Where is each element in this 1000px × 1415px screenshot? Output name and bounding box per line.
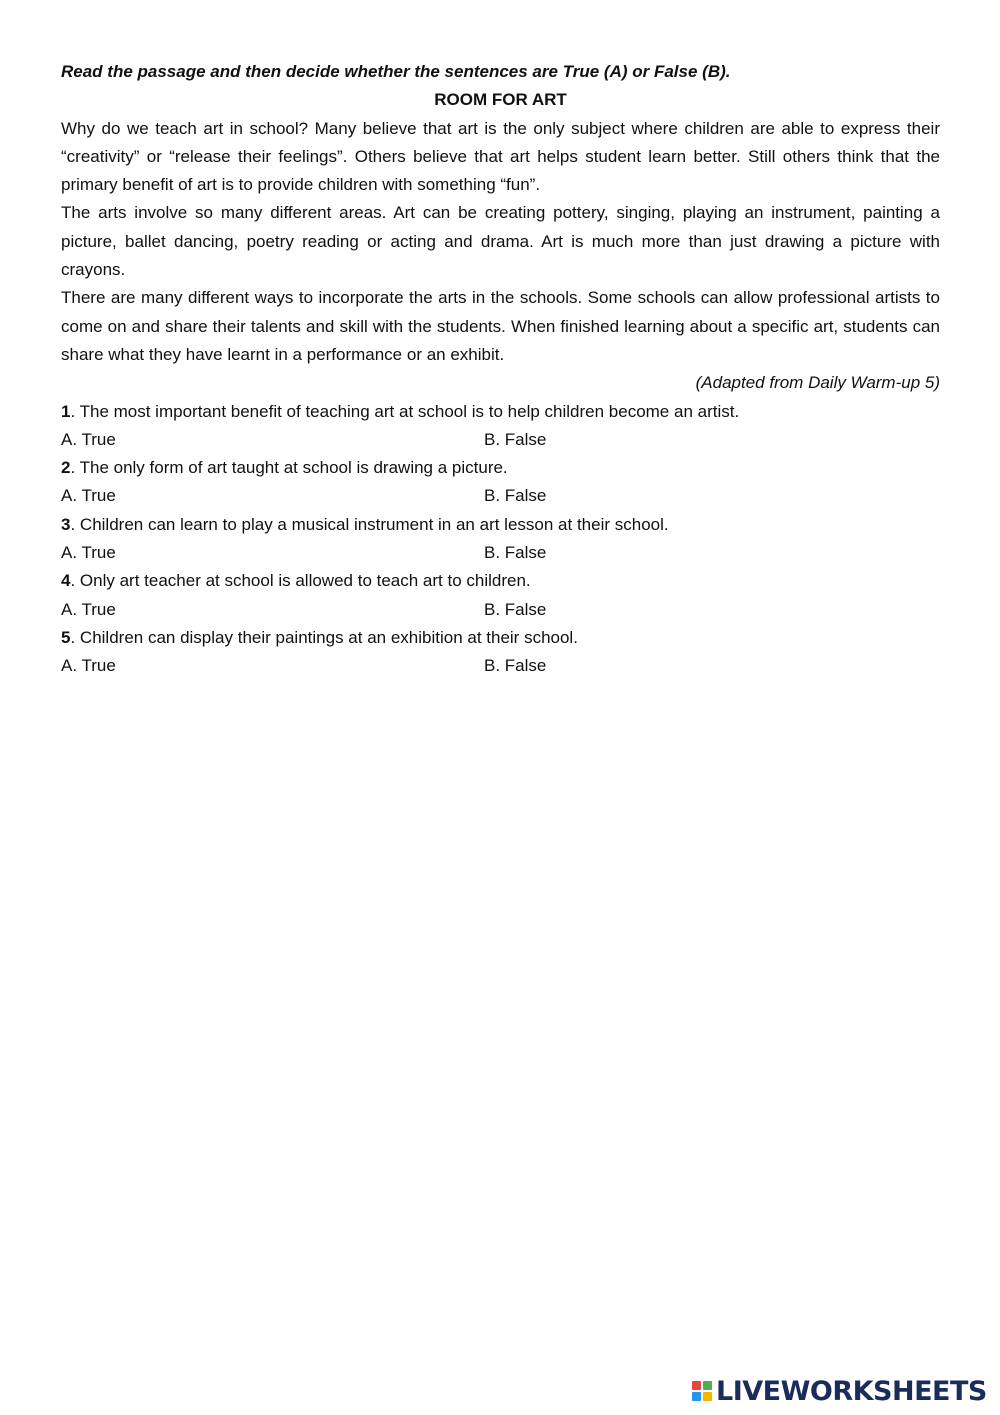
- brand-name: LIVEWORKSHEETS: [716, 1375, 987, 1407]
- question-body: . The most important benefit of teaching art at school is to help children become an artist.: [70, 401, 740, 421]
- worksheet-page: [61, 58, 940, 681]
- logo-square: [692, 1392, 701, 1401]
- option-true[interactable]: A. True: [61, 429, 116, 449]
- question-number: 2: [61, 458, 71, 478]
- question-number: 5: [61, 627, 71, 647]
- logo-square: [692, 1381, 701, 1390]
- logo-square: [703, 1381, 712, 1390]
- liveworksheets-logo: [692, 1373, 987, 1409]
- answer-options: [61, 539, 940, 567]
- answer-options: [61, 652, 940, 680]
- question-5: [61, 624, 940, 681]
- instruction-text: Read the passage and then decide whether the sentences are True (A) or False (B).: [61, 62, 731, 81]
- option-true[interactable]: A. True: [61, 543, 116, 563]
- option-false[interactable]: B. False: [484, 429, 547, 449]
- liveworksheets-icon: [692, 1381, 712, 1401]
- option-true[interactable]: A. True: [61, 486, 116, 506]
- question-text: [61, 454, 940, 482]
- answer-options: [61, 596, 940, 624]
- question-text: [61, 511, 940, 539]
- question-text: [61, 624, 940, 652]
- passage-paragraph: The arts involve so many different areas. Art can be creating pottery, singing, playing an instrument, painting a picture, ballet dancing, poetry reading or acting and drama. Art is much more than just drawing a picture with crayons.: [61, 203, 940, 280]
- passage-paragraph: Why do we teach art in school? Many believe that art is the only subject where children are able to express their “creativity” or “release their feelings”. Others believe that art helps student learn better. Still others think that the primary benefit of art is to provide children with something “fun”.: [61, 118, 940, 195]
- question-text: [61, 567, 940, 595]
- question-text: [61, 398, 940, 426]
- question-body: . Children can learn to play a musical instrument in an art lesson at their school.: [70, 514, 669, 534]
- logo-square: [703, 1392, 712, 1401]
- question-body: . Only art teacher at school is allowed to teach art to children.: [70, 571, 531, 591]
- option-false[interactable]: B. False: [484, 599, 547, 619]
- question-body: . Children can display their paintings at an exhibition at their school.: [70, 627, 578, 647]
- question-number: 4: [61, 571, 71, 591]
- question-2: [61, 454, 940, 511]
- question-number: 1: [61, 401, 71, 421]
- question-1: [61, 398, 940, 455]
- source-citation: (Adapted from Daily Warm-up 5): [695, 373, 940, 393]
- passage-title: ROOM FOR ART: [434, 90, 567, 110]
- option-true[interactable]: A. True: [61, 599, 116, 619]
- option-false[interactable]: B. False: [484, 486, 547, 506]
- passage-paragraph: There are many different ways to incorporate the arts in the schools. Some schools can allow professional artists to come on and share their talents and skill with the students. When finished learning about a specific art, students can share what they have learnt in a performance or an exhibit.: [61, 288, 940, 364]
- question-3: [61, 511, 940, 568]
- option-true[interactable]: A. True: [61, 656, 116, 676]
- question-4: [61, 567, 940, 624]
- answer-options: [61, 482, 940, 510]
- question-body: . The only form of art taught at school is drawing a picture.: [70, 458, 508, 478]
- answer-options: [61, 426, 940, 454]
- option-false[interactable]: B. False: [484, 656, 547, 676]
- option-false[interactable]: B. False: [484, 543, 547, 563]
- question-number: 3: [61, 514, 71, 534]
